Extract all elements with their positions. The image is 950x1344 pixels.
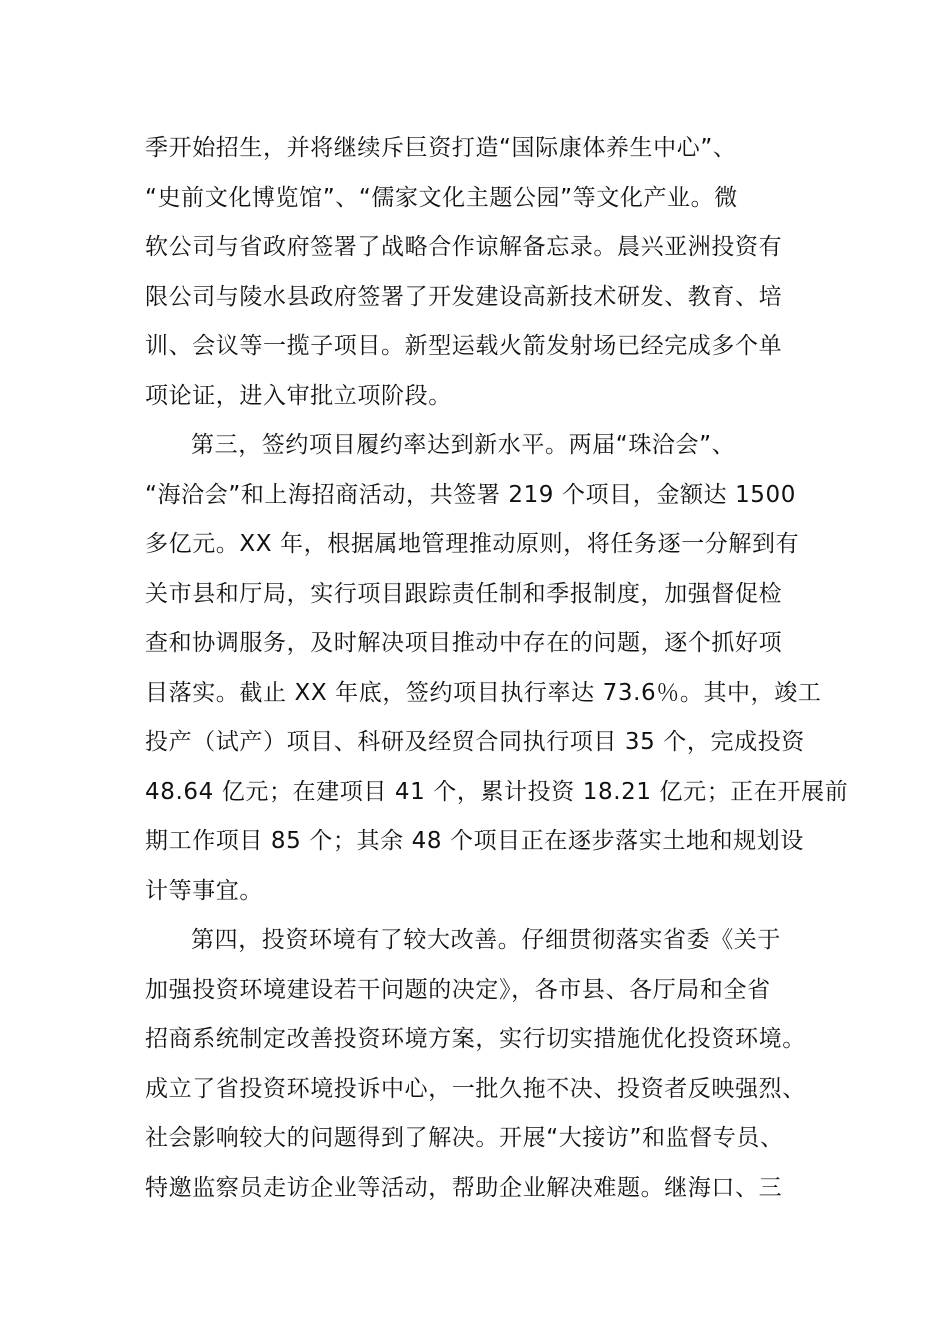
text-line: 社会影响较大的问题得到了解决。开展“大接访”和监督专员、 — [145, 1125, 784, 1151]
text-line: “海洽会”和上海招商活动，共签署 219 个项目，金额达 1500 — [145, 481, 796, 508]
text-line: 季开始招生，并将继续斥巨资打造“国际康体养生中心”、 — [145, 135, 737, 161]
text-line: 多亿元。XX 年，根据属地管理推动原则，将任务逐一分解到有 — [145, 531, 800, 557]
text-line: “史前文化博览馆”、“儒家文化主题公园”等文化产业。微 — [145, 184, 738, 211]
text-line: 加强投资环境建设若干问题的决定》，各市县、各厅局和全省 — [145, 976, 771, 1003]
text-line: 成立了省投资环境投诉中心，一批久拖不决、投资者反映强烈、 — [145, 1075, 806, 1102]
text-line: 关市县和厅局，实行项目跟踪责任制和季报制度，加强督促检 — [145, 580, 783, 607]
text-line: 投产（试产）项目、科研及经贸合同执行项目 35 个，完成投资 — [145, 729, 805, 755]
text-line: 项论证，进入审批立项阶段。 — [145, 382, 452, 409]
paragraph-2 — [145, 421, 849, 916]
document-body — [145, 124, 849, 1213]
text-line: 目落实。截止 XX 年底，签约项目执行率达 73.6％。其中，竣工 — [145, 679, 822, 706]
text-line: 特邀监察员走访企业等活动，帮助企业解决难题。继海口、三 — [145, 1174, 783, 1201]
text-line: 第四，投资环境有了较大改善。仔细贯彻落实省委《关于 — [191, 927, 781, 953]
text-line: 计等事宜。 — [145, 877, 263, 904]
text-line: 期工作项目 85 个；其余 48 个项目正在逐步落实土地和规划设 — [145, 828, 804, 854]
paragraph-1 — [145, 124, 815, 421]
text-line: 第三，签约项目履约率达到新水平。两届“珠洽会”、 — [191, 432, 736, 458]
text-line: 招商系统制定改善投资环境方案，实行切实措施优化投资环境。 — [145, 1026, 806, 1052]
text-line: 查和协调服务，及时解决项目推动中存在的问题，逐个抓好项 — [145, 630, 783, 656]
text-line: 48.64 亿元；在建项目 41 个，累计投资 18.21 亿元；正在开展前 — [145, 778, 849, 805]
text-line: 训、会议等一揽子项目。新型运载火箭发射场已经完成多个单 — [145, 333, 783, 359]
paragraph-3 — [145, 916, 815, 1213]
text-line: 软公司与省政府签署了战略合作谅解备忘录。晨兴亚洲投资有 — [145, 234, 783, 260]
text-line: 限公司与陵水县政府签署了开发建设高新技术研发、教育、培 — [145, 283, 783, 310]
